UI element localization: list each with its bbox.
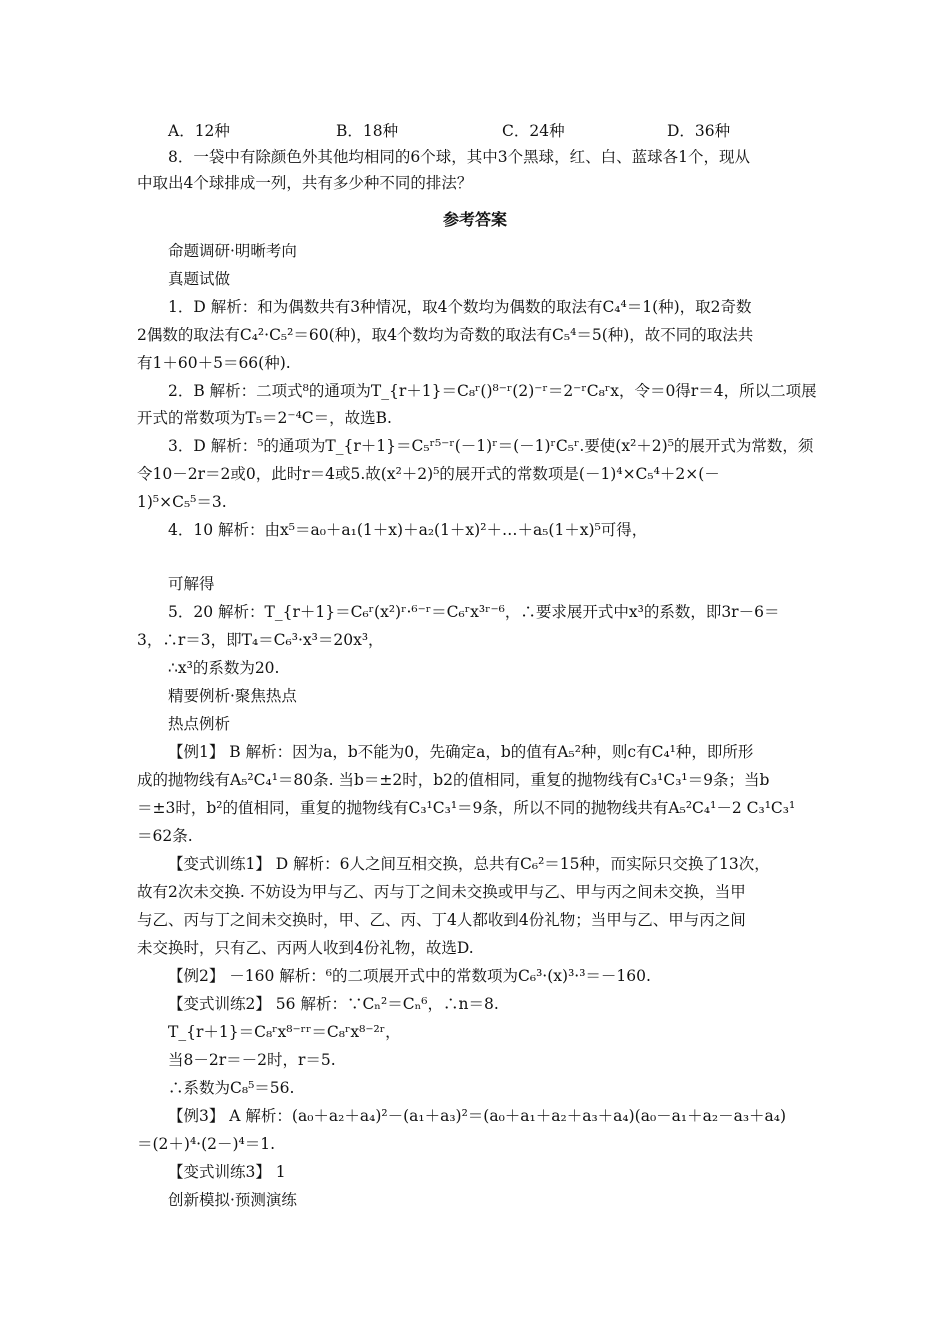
answer-line: 5．20 解析：T_{r＋1}＝C₆ʳ(x²)ʳ·⁶⁻ʳ＝C₆ʳx³ʳ⁻⁶，∴要求展开式中x³的系数，即3r－6＝ — [168, 603, 780, 621]
answer-line: 【例1】 B 解析：因为a，b不能为0，先确定a，b的值有A₅²种，则c有C₄¹种，即所形 — [168, 743, 754, 761]
answer-line: 1)⁵×C₅⁵＝3. — [137, 493, 227, 511]
answer-line: 【变式训练2】 56 解析：∵Cₙ²＝Cₙ⁶，∴n＝8. — [168, 995, 499, 1013]
answer-line: 2偶数的取法有C₄²·C₅²＝60(种)，取4个数均为奇数的取法有C₅⁴＝5(种)，故不同的取法共 — [137, 326, 754, 344]
answer-line: 开式的常数项为T₅＝2⁻⁴C＝，故选B. — [137, 409, 392, 427]
answer-line: 【变式训练3】 1 — [168, 1163, 286, 1181]
section-title: 命题调研·明晰考向 — [168, 242, 297, 260]
answer-line: T_{r＋1}＝C₈ʳx⁸⁻ʳʳ＝C₈ʳx⁸⁻²ʳ， — [168, 1023, 401, 1041]
answer-line: 1．D 解析：和为偶数共有3种情况，取4个数均为偶数的取法有C₄⁴＝1(种)，取2奇数 — [168, 298, 752, 316]
answer-line: 与乙、丙与丁之间未交换时，甲、乙、丙、丁4人都收到4份礼物；当甲与乙、甲与丙之间 — [137, 911, 746, 929]
answer-line: ∴系数为C₈⁵＝56. — [168, 1079, 295, 1097]
section-title: 精要例析·聚焦热点 — [168, 687, 297, 705]
answer-line: 成的抛物线有A₅²C₄¹＝80条. 当b＝±2时，b2的值相同，重复的抛物线有C₃¹C₃¹＝9条；当b — [137, 771, 770, 789]
option-c: C．24种 — [502, 122, 565, 140]
answer-line: 2．B 解析：二项式⁸的通项为T_{r＋1}＝C₈ʳ()⁸⁻ʳ(2)⁻ʳ＝2⁻ʳC₈ʳx，令＝0得r＝4，所以二项展 — [168, 382, 817, 400]
answer-line: 未交换时，只有乙、丙两人收到4份礼物，故选D. — [137, 939, 474, 957]
option-b: B．18种 — [336, 122, 399, 140]
question-8-line-2: 中取出4个球排成一列，共有多少种不同的排法？ — [137, 174, 473, 192]
answer-line: ＝±3时，b²的值相同，重复的抛物线有C₃¹C₃¹＝9条，所以不同的抛物线共有A₅²C₄¹－2 C₃¹C₃¹ — [137, 799, 796, 817]
answer-line: 令10－2r＝2或0，此时r＝4或5.故(x²＋2)⁵的展开式的常数项是(－1)⁴×C₅⁴＋2×(－ — [137, 465, 720, 483]
question-8-line-1: 8．一袋中有除颜色外其他均相同的6个球，其中3个黑球，红、白、蓝球各1个，现从 — [168, 148, 750, 166]
answer-line: 【例3】 A 解析：(a₀＋a₂＋a₄)²－(a₁＋a₃)²＝(a₀＋a₁＋a₂＋a₃＋a₄)(a₀－a₁＋a₂－a₃＋a₄) — [168, 1107, 787, 1125]
answer-line: 【变式训练1】 D 解析：6人之间互相交换，总共有C₆²＝15种，而实际只交换了13次， — [168, 855, 770, 873]
answer-line: 可解得 — [168, 575, 215, 593]
option-a: A．12种 — [168, 122, 230, 140]
answer-line: ＝62条. — [137, 827, 193, 845]
option-d: D．36种 — [667, 122, 731, 140]
answer-line: ＝(2＋)⁴·(2－)⁴＝1. — [137, 1135, 276, 1153]
answer-line: 有1＋60＋5＝66(种). — [137, 354, 291, 372]
answer-line: 【例2】 －160 解析：⁶的二项展开式中的常数项为C₆³·(x)³·³＝－160. — [168, 967, 651, 985]
answers-heading: 参考答案 — [442, 210, 507, 229]
answer-line: 故有2次未交换. 不妨设为甲与乙、丙与丁之间未交换或甲与乙、甲与丙之间未交换，当甲 — [137, 883, 746, 901]
answer-line: 3，∴r＝3，即T₄＝C₆³·x³＝20x³， — [137, 631, 384, 649]
subsection-title: 热点例析 — [168, 715, 231, 733]
subsection-title: 真题试做 — [168, 270, 231, 288]
answer-line: 当8－2r＝－2时，r＝5. — [168, 1051, 336, 1069]
answer-line: 4．10 解析：由x⁵＝a₀＋a₁(1＋x)＋a₂(1＋x)²＋…＋a₅(1＋x)⁵可得， — [168, 521, 648, 539]
section-title: 创新模拟·预测演练 — [168, 1191, 297, 1209]
answer-line: 3．D 解析：⁵的通项为T_{r＋1}＝C₅ʳ⁵⁻ʳ(－1)ʳ＝(－1)ʳC₅ʳ.要使(x²＋2)⁵的展开式为常数，须 — [168, 437, 814, 455]
answer-line: ∴x³的系数为20. — [168, 659, 280, 677]
